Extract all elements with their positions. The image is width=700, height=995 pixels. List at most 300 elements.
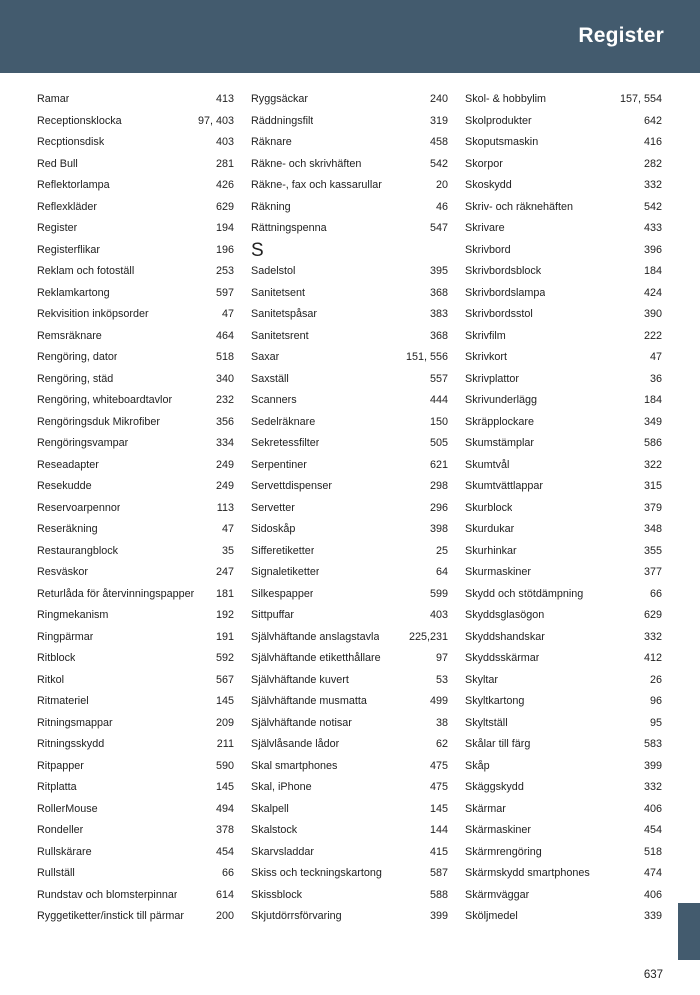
index-page-ref: 145 bbox=[215, 781, 234, 793]
index-entry bbox=[465, 691, 662, 713]
index-page-ref: 47 bbox=[221, 308, 234, 320]
index-entry bbox=[465, 240, 662, 262]
index-page-ref: 194 bbox=[215, 222, 234, 234]
index-page-ref: 66 bbox=[221, 867, 234, 879]
index-entry bbox=[251, 154, 448, 176]
index-term: Räkning bbox=[251, 200, 291, 213]
index-term: Skrivare bbox=[465, 222, 505, 234]
index-entry bbox=[251, 541, 448, 563]
index-entry bbox=[465, 713, 662, 735]
index-term: Ringmekanism bbox=[37, 609, 109, 621]
index-entry bbox=[251, 218, 448, 240]
index-entry bbox=[37, 347, 234, 369]
index-term: Självhäftande musmatta bbox=[251, 695, 367, 707]
index-term: Resekudde bbox=[37, 480, 92, 492]
index-page-ref: 211 bbox=[216, 738, 234, 750]
index-entry bbox=[465, 498, 662, 520]
index-term: Rättningspenna bbox=[251, 222, 327, 234]
index-term: Skumtvål bbox=[465, 458, 510, 471]
index-entry bbox=[37, 326, 234, 348]
index-page-ref: 475 bbox=[429, 759, 448, 772]
index-page-ref: 348 bbox=[643, 523, 662, 535]
index-page-ref: 424 bbox=[643, 286, 662, 299]
index-page-ref: 444 bbox=[429, 394, 448, 406]
index-page-ref: 144 bbox=[429, 824, 448, 836]
index-term: Rengöringsvampar bbox=[37, 437, 129, 449]
index-page-ref: 247 bbox=[215, 566, 234, 578]
index-term: Ritningsskydd bbox=[37, 738, 105, 750]
index-entry bbox=[37, 777, 234, 799]
index-term: Skjutdörrsförvaring bbox=[251, 910, 342, 922]
index-entry bbox=[37, 304, 234, 326]
index-entry bbox=[251, 562, 448, 584]
index-entry bbox=[251, 498, 448, 520]
index-page-ref: 332 bbox=[643, 781, 662, 793]
index-term: Skärmar bbox=[465, 802, 506, 815]
index-page-ref: 629 bbox=[643, 609, 662, 621]
index-page-ref: 20 bbox=[435, 179, 448, 191]
index-page-ref: 518 bbox=[215, 351, 234, 363]
index-page-ref: 474 bbox=[643, 867, 662, 879]
index-term: Ritblock bbox=[37, 652, 76, 664]
index-entry bbox=[37, 519, 234, 541]
index-entry bbox=[251, 885, 448, 907]
index-entry bbox=[37, 713, 234, 735]
index-entry bbox=[465, 347, 662, 369]
index-page-ref: 379 bbox=[643, 501, 662, 514]
index-page-ref: 97, 403 bbox=[197, 114, 234, 127]
index-term: Skålar till färg bbox=[465, 738, 531, 750]
index-entry bbox=[37, 820, 234, 842]
index-page-ref: 399 bbox=[429, 910, 448, 922]
index-term: Skärmväggar bbox=[465, 888, 530, 901]
index-page-ref: 383 bbox=[429, 308, 448, 320]
index-page-ref: 592 bbox=[215, 652, 234, 664]
index-term: Reseadapter bbox=[37, 458, 99, 471]
index-page-ref: 25 bbox=[435, 544, 448, 557]
index-page-ref: 454 bbox=[643, 824, 662, 836]
index-page-ref: 458 bbox=[429, 136, 448, 148]
index-term: Rullställ bbox=[37, 867, 75, 879]
index-entry bbox=[465, 326, 662, 348]
index-term: Självhäftande kuvert bbox=[251, 673, 349, 686]
index-entry bbox=[465, 885, 662, 907]
index-term: Ritningsmappar bbox=[37, 716, 113, 729]
index-page-ref: 96 bbox=[649, 695, 662, 707]
index-entry bbox=[465, 605, 662, 627]
index-entry bbox=[465, 799, 662, 821]
index-term: Skorpor bbox=[465, 157, 503, 170]
index-page-ref: 542 bbox=[643, 200, 662, 213]
index-term: Skriv- och räknehäften bbox=[465, 200, 574, 213]
index-page-ref: 583 bbox=[643, 738, 662, 750]
index-page-ref: 547 bbox=[429, 222, 448, 234]
index-term: Självhäftande notisar bbox=[251, 716, 352, 729]
index-entry bbox=[251, 347, 448, 369]
index-entry bbox=[37, 218, 234, 240]
index-entry bbox=[251, 734, 448, 756]
index-page-ref: 222 bbox=[643, 329, 662, 342]
index-term: Självhäftande etiketthållare bbox=[251, 652, 381, 664]
index-entry bbox=[251, 369, 448, 391]
index-term: Ryggsäckar bbox=[251, 93, 309, 105]
index-term: Skal, iPhone bbox=[251, 781, 312, 793]
index-page-ref: 97 bbox=[435, 652, 448, 664]
index-page-ref: 368 bbox=[429, 329, 448, 342]
index-entry bbox=[37, 842, 234, 864]
index-page-ref: 157, 554 bbox=[619, 93, 662, 105]
index-entry bbox=[251, 197, 448, 219]
index-term: Räknare bbox=[251, 136, 292, 148]
index-entry bbox=[251, 476, 448, 498]
index-term: Skyltställ bbox=[465, 716, 508, 729]
index-term: Skrivbordslampa bbox=[465, 286, 546, 299]
index-term: Rengöring, dator bbox=[37, 351, 118, 363]
index-column-3 bbox=[465, 89, 662, 928]
index-page-ref: 518 bbox=[643, 845, 662, 858]
index-page-ref: 403 bbox=[215, 136, 234, 148]
index-term: Serpentiner bbox=[251, 458, 307, 471]
index-term: Sadelstol bbox=[251, 265, 296, 277]
index-entry bbox=[465, 734, 662, 756]
index-term: Sidoskåp bbox=[251, 523, 296, 535]
index-page-ref: 586 bbox=[643, 437, 662, 449]
index-term: Sanitetsrent bbox=[251, 329, 309, 342]
index-term: Skol- & hobbylim bbox=[465, 93, 547, 105]
index-entry bbox=[465, 627, 662, 649]
index-term: Sifferetiketter bbox=[251, 544, 315, 557]
index-page-ref: 209 bbox=[215, 716, 234, 729]
index-entry bbox=[37, 412, 234, 434]
index-term: Rundstav och blomsterpinnar bbox=[37, 888, 178, 901]
index-entry bbox=[465, 197, 662, 219]
index-term: Skärmrengöring bbox=[465, 845, 542, 858]
index-entry bbox=[465, 433, 662, 455]
index-entry bbox=[37, 541, 234, 563]
index-page-ref: 281 bbox=[215, 157, 234, 170]
index-term: Skyddshandskar bbox=[465, 630, 545, 643]
index-column-1 bbox=[37, 89, 234, 928]
index-term: Returlåda för återvinningspapper bbox=[37, 587, 195, 600]
index-page-ref: 150 bbox=[429, 415, 448, 428]
index-term: Skrivkort bbox=[465, 351, 507, 363]
index-page-ref: 249 bbox=[215, 480, 234, 492]
index-page-ref: 332 bbox=[643, 179, 662, 191]
index-page-ref: 47 bbox=[221, 523, 234, 535]
index-entry bbox=[251, 713, 448, 735]
index-term: Rekvisition inköpsorder bbox=[37, 308, 149, 320]
index-entry bbox=[251, 605, 448, 627]
index-entry bbox=[251, 906, 448, 928]
index-term: Rengöring, städ bbox=[37, 372, 114, 385]
index-term: Red Bull bbox=[37, 157, 78, 170]
index-page-ref: 282 bbox=[643, 157, 662, 170]
index-page-ref: 590 bbox=[215, 759, 234, 772]
index-term: Skumstämplar bbox=[465, 437, 534, 449]
index-term: Skåp bbox=[465, 759, 490, 772]
index-entry bbox=[251, 412, 448, 434]
index-term: Skrivbord bbox=[465, 243, 511, 256]
index-page-ref: 240 bbox=[429, 93, 448, 105]
index-term: Rengöring, whiteboardtavlor bbox=[37, 394, 173, 406]
index-entry bbox=[465, 777, 662, 799]
index-entry bbox=[37, 498, 234, 520]
index-entry bbox=[465, 863, 662, 885]
index-page-ref: 62 bbox=[435, 738, 448, 750]
index-entry bbox=[251, 326, 448, 348]
index-entry bbox=[465, 756, 662, 778]
index-term: Skyltar bbox=[465, 673, 498, 686]
index-entry bbox=[251, 799, 448, 821]
index-term: Saxställ bbox=[251, 372, 289, 385]
index-term: Skoskydd bbox=[465, 179, 512, 191]
index-term: Räkne- och skrivhäften bbox=[251, 157, 362, 170]
index-term: Saxar bbox=[251, 351, 280, 363]
index-term: Restaurangblock bbox=[37, 544, 119, 557]
index-term: Skydd och stötdämpning bbox=[465, 587, 584, 600]
index-page-ref: 181 bbox=[215, 587, 234, 600]
index-page-ref: 355 bbox=[643, 544, 662, 557]
index-entry bbox=[251, 433, 448, 455]
index-term: Skissblock bbox=[251, 888, 303, 901]
index-term: Ringpärmar bbox=[37, 630, 94, 643]
index-term: Rondeller bbox=[37, 824, 84, 836]
index-entry bbox=[251, 863, 448, 885]
index-page-ref: 38 bbox=[435, 716, 448, 729]
index-term: Ritkol bbox=[37, 673, 64, 686]
index-entry bbox=[37, 111, 234, 133]
index-entry bbox=[37, 584, 234, 606]
index-term: Ryggetiketter/instick till pärmar bbox=[37, 910, 185, 922]
index-page-ref: 426 bbox=[215, 179, 234, 191]
index-page-ref: 390 bbox=[643, 308, 662, 320]
index-page-ref: 46 bbox=[435, 200, 448, 213]
index-entry bbox=[251, 175, 448, 197]
index-page-ref: 542 bbox=[429, 157, 448, 170]
index-entry bbox=[37, 627, 234, 649]
index-page-ref: 398 bbox=[429, 523, 448, 535]
index-page-ref: 406 bbox=[643, 888, 662, 901]
index-term: Skumtvättlappar bbox=[465, 480, 544, 492]
index-page-ref: 597 bbox=[215, 286, 234, 299]
index-entry bbox=[465, 541, 662, 563]
index-term: Skrivbordsstol bbox=[465, 308, 533, 320]
index-term: Skal smartphones bbox=[251, 759, 338, 772]
index-page-ref: 47 bbox=[649, 351, 662, 363]
index-page-ref: 192 bbox=[215, 609, 234, 621]
index-term: Skärmskydd smartphones bbox=[465, 867, 590, 879]
index-entry bbox=[465, 390, 662, 412]
index-entry bbox=[465, 304, 662, 326]
index-entry bbox=[37, 433, 234, 455]
index-term: Scanners bbox=[251, 394, 297, 406]
index-term: Ritplatta bbox=[37, 781, 77, 793]
index-entry bbox=[37, 906, 234, 928]
index-page-ref: 403 bbox=[429, 609, 448, 621]
index-term: Sittpuffar bbox=[251, 609, 295, 621]
index-entry bbox=[465, 842, 662, 864]
index-entry bbox=[465, 111, 662, 133]
index-term: Servettdispenser bbox=[251, 480, 333, 492]
index-page-ref: 249 bbox=[215, 458, 234, 471]
index-page-ref: 588 bbox=[429, 888, 448, 901]
index-entry bbox=[37, 197, 234, 219]
index-term: Sekretessfilter bbox=[251, 437, 320, 449]
index-term: Ritmateriel bbox=[37, 695, 89, 707]
index-page-ref: 36 bbox=[649, 372, 662, 385]
index-term: Silkespapper bbox=[251, 587, 314, 600]
index-term: Signaletiketter bbox=[251, 566, 320, 578]
index-page-ref: 95 bbox=[649, 716, 662, 729]
index-page-ref: 232 bbox=[215, 394, 234, 406]
index-term: Skrivbordsblock bbox=[465, 265, 542, 277]
index-entry bbox=[465, 562, 662, 584]
index-entry bbox=[465, 412, 662, 434]
index-page-ref: 184 bbox=[643, 394, 662, 406]
index-page-ref: 332 bbox=[643, 630, 662, 643]
index-entry bbox=[465, 283, 662, 305]
index-entry bbox=[251, 89, 448, 111]
index-page-ref: 587 bbox=[429, 867, 448, 879]
index-term: Skalpell bbox=[251, 802, 289, 815]
index-term: Rengöringsduk Mikrofiber bbox=[37, 415, 161, 428]
index-page-ref: 184 bbox=[643, 265, 662, 277]
index-entry bbox=[465, 369, 662, 391]
index-page-ref: 145 bbox=[429, 802, 448, 815]
index-term: Självlåsande lådor bbox=[251, 738, 340, 750]
index-entry bbox=[251, 519, 448, 541]
index-entry bbox=[37, 261, 234, 283]
index-term: Sedelräknare bbox=[251, 415, 316, 428]
index-entry bbox=[251, 648, 448, 670]
index-entry bbox=[251, 261, 448, 283]
index-entry bbox=[37, 283, 234, 305]
index-page-ref: 557 bbox=[429, 372, 448, 385]
index-term: Ritpapper bbox=[37, 759, 84, 772]
index-term: Skarvsladdar bbox=[251, 845, 315, 858]
index-page-ref: 339 bbox=[643, 910, 662, 922]
index-page-ref: 377 bbox=[643, 566, 662, 578]
index-entry bbox=[37, 132, 234, 154]
index-page-ref: 200 bbox=[215, 910, 234, 922]
index-term: Sanitetsent bbox=[251, 286, 306, 299]
index-entry bbox=[465, 906, 662, 928]
index-term: Register bbox=[37, 222, 78, 234]
index-term: Reklam och fotoställ bbox=[37, 265, 135, 277]
index-term: Självhäftande anslagstavla bbox=[251, 630, 380, 643]
index-page-ref: 151, 556 bbox=[405, 351, 448, 363]
page-title: Register bbox=[578, 24, 664, 47]
index-term: Skurblock bbox=[465, 501, 513, 514]
index-term: Receptionsklocka bbox=[37, 114, 122, 127]
index-entry bbox=[251, 304, 448, 326]
index-term: Skrivplattor bbox=[465, 372, 520, 385]
index-term: Skyltkartong bbox=[465, 695, 525, 707]
index-entry bbox=[37, 476, 234, 498]
index-entry bbox=[37, 175, 234, 197]
index-entry bbox=[251, 670, 448, 692]
index-page-ref: 599 bbox=[429, 587, 448, 600]
index-term: Ramar bbox=[37, 93, 70, 105]
index-page-ref: 395 bbox=[429, 265, 448, 277]
index-entry bbox=[465, 175, 662, 197]
index-entry bbox=[251, 842, 448, 864]
index-column-2 bbox=[251, 89, 448, 928]
index-page-ref: 225,231 bbox=[408, 630, 448, 643]
index-term: Skiss och teckningskartong bbox=[251, 867, 382, 879]
index-page-ref: 196 bbox=[215, 243, 234, 256]
index-entry bbox=[251, 390, 448, 412]
index-entry bbox=[465, 132, 662, 154]
index-page-ref: 642 bbox=[643, 114, 662, 127]
index-page-ref: 621 bbox=[429, 458, 448, 471]
side-tab-marker bbox=[678, 903, 700, 960]
index-entry bbox=[465, 820, 662, 842]
index-page-ref: 413 bbox=[215, 93, 234, 105]
index-entry bbox=[251, 132, 448, 154]
index-term: Sanitetspåsar bbox=[251, 308, 318, 320]
index-page-ref: 349 bbox=[643, 415, 662, 428]
index-page-ref: 614 bbox=[215, 888, 234, 901]
index-entry bbox=[465, 261, 662, 283]
index-entry bbox=[251, 820, 448, 842]
index-page-ref: 322 bbox=[643, 458, 662, 471]
index-page-ref: 399 bbox=[643, 759, 662, 772]
index-term: Skurdukar bbox=[465, 523, 515, 535]
index-entry bbox=[37, 562, 234, 584]
index-entry bbox=[37, 670, 234, 692]
index-term: Skurmaskiner bbox=[465, 566, 531, 578]
page-header bbox=[0, 0, 700, 73]
index-entry bbox=[37, 756, 234, 778]
index-page-ref: 494 bbox=[215, 802, 234, 815]
index-entry bbox=[37, 369, 234, 391]
index-term: Skäggskydd bbox=[465, 781, 524, 793]
index-term: Skalstock bbox=[251, 824, 298, 836]
index-term: Remsräknare bbox=[37, 329, 102, 342]
index-term: Resväskor bbox=[37, 566, 89, 578]
index-page-ref: 415 bbox=[429, 845, 448, 858]
index-page-ref: 505 bbox=[429, 437, 448, 449]
index-page-ref: 191 bbox=[215, 630, 234, 643]
index-term: Skyddsskärmar bbox=[465, 652, 540, 664]
index-entry bbox=[251, 455, 448, 477]
index-term: Skolprodukter bbox=[465, 114, 532, 127]
index-term: Skurhinkar bbox=[465, 544, 517, 557]
index-term: Skräpplockare bbox=[465, 415, 535, 428]
index-page-ref: 433 bbox=[643, 222, 662, 234]
index-page-ref: 53 bbox=[435, 673, 448, 686]
index-term: Reseräkning bbox=[37, 523, 98, 535]
index-page-ref: 378 bbox=[215, 824, 234, 836]
index-page-ref: 26 bbox=[649, 673, 662, 686]
index-page-ref: 64 bbox=[435, 566, 448, 578]
index-page-ref: 454 bbox=[215, 845, 234, 858]
index-entry bbox=[465, 648, 662, 670]
index-term: Servetter bbox=[251, 501, 295, 514]
index-entry bbox=[251, 111, 448, 133]
index-entry bbox=[251, 584, 448, 606]
index-term: Sköljmedel bbox=[465, 910, 518, 922]
index-page-ref: 334 bbox=[215, 437, 234, 449]
index-page-ref: 356 bbox=[215, 415, 234, 428]
index-page-ref: 406 bbox=[643, 802, 662, 815]
index-entry bbox=[465, 519, 662, 541]
index-term: Skoputsmaskin bbox=[465, 136, 539, 148]
index-page-ref: 35 bbox=[221, 544, 234, 557]
index-term: Recptionsdisk bbox=[37, 136, 105, 148]
index-term: Räkne-, fax och kassarullar bbox=[251, 179, 382, 191]
